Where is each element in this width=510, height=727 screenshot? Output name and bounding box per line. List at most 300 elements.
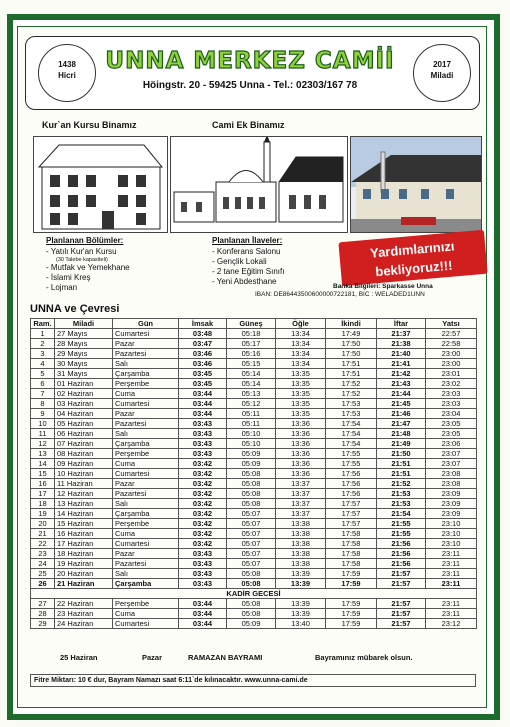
table-cell: 21:45 [377, 399, 426, 409]
table-cell: 21:44 [377, 389, 426, 399]
table-cell: 05:11 [227, 419, 276, 429]
table-cell: 17:58 [326, 529, 377, 539]
table-cell: 13:35 [276, 379, 326, 389]
table-cell: 17:56 [326, 479, 377, 489]
ek-building-drawing [170, 136, 348, 233]
table-cell: Perşembe [113, 519, 179, 529]
table-cell: 21:40 [377, 349, 426, 359]
table-cell: 8 [31, 399, 55, 409]
table-row [31, 599, 477, 609]
table-cell: 03:42 [179, 519, 227, 529]
table-row [31, 499, 477, 509]
table-cell: 17:57 [326, 499, 377, 509]
table-cell: 22 [31, 539, 55, 549]
table-cell: 20 [31, 519, 55, 529]
table-cell: 23:00 [426, 359, 477, 369]
table-cell: 13:36 [276, 419, 326, 429]
table-cell: 17:56 [326, 489, 377, 499]
table-cell: Çarşamba [113, 369, 179, 379]
table-cell: 31 Mayıs [55, 369, 113, 379]
table-row [31, 619, 477, 629]
table-cell: 23:03 [426, 389, 477, 399]
table-cell: 17:56 [326, 469, 377, 479]
table-cell: Pazartesi [113, 489, 179, 499]
table-cell: 03:42 [179, 529, 227, 539]
table-cell: 11 [31, 429, 55, 439]
table-cell: 17:59 [326, 569, 377, 579]
table-row [31, 419, 477, 429]
table-cell: Çarşamba [113, 579, 179, 589]
table-cell: Pazartesi [113, 559, 179, 569]
table-cell: 23:10 [426, 529, 477, 539]
table-cell: 21 [31, 529, 55, 539]
bank-info [255, 283, 485, 299]
bayram-date: 25 Haziran [60, 653, 98, 662]
planned-sections-heading: Planlanan Bölümler: [46, 236, 124, 245]
table-cell: 03:43 [179, 439, 227, 449]
table-row [31, 609, 477, 619]
table-cell: 05:10 [227, 439, 276, 449]
table-cell: 13:37 [276, 509, 326, 519]
table-cell: 23:11 [426, 609, 477, 619]
column-header: Yatsı [426, 319, 477, 329]
page-title: UNNA MERKEZ CAMİİ [105, 48, 395, 74]
table-cell: 17:54 [326, 419, 377, 429]
table-cell: 14 Haziran [55, 509, 113, 519]
table-row [31, 559, 477, 569]
table-cell: 03:43 [179, 559, 227, 569]
table-row [31, 429, 477, 439]
table-cell: 17:57 [326, 519, 377, 529]
table-cell: 21:51 [377, 469, 426, 479]
table-cell: 21:55 [377, 529, 426, 539]
table-cell: 05:07 [227, 549, 276, 559]
table-cell: Cumartesi [113, 539, 179, 549]
table-row [31, 359, 477, 369]
table-row [31, 479, 477, 489]
table-row [31, 459, 477, 469]
section-title: UNNA ve Çevresi [30, 303, 120, 315]
planned-section-item: - İslami Kreş [46, 273, 91, 282]
table-cell: 05:07 [227, 539, 276, 549]
table-cell: 17:54 [326, 439, 377, 449]
table-cell: 21:43 [377, 379, 426, 389]
table-cell: 15 [31, 469, 55, 479]
planned-addition-item: - Yeni Abdesthane [212, 277, 277, 286]
table-cell: 25 [31, 569, 55, 579]
table-cell: 03:43 [179, 449, 227, 459]
planned-sections [46, 236, 130, 293]
planned-addition-item: - Konferans Salonu [212, 247, 281, 256]
table-cell: 17:49 [326, 329, 377, 339]
table-row [31, 539, 477, 549]
table-cell: 13:38 [276, 549, 326, 559]
table-cell: 03:42 [179, 499, 227, 509]
table-cell: 17 Haziran [55, 539, 113, 549]
table-cell: 2 [31, 339, 55, 349]
table-cell: 23:01 [426, 369, 477, 379]
table-cell: 23:11 [426, 579, 477, 589]
table-cell: 21:41 [377, 359, 426, 369]
table-row [31, 549, 477, 559]
table-row [31, 509, 477, 519]
table-cell: 05:16 [227, 349, 276, 359]
planned-section-item: - Yatılı Kur'an Kursu [46, 247, 117, 256]
table-cell: 13 [31, 449, 55, 459]
table-cell: 05:07 [227, 529, 276, 539]
table-cell: 05:08 [227, 569, 276, 579]
table-cell: 05:08 [227, 489, 276, 499]
table-cell: 03:42 [179, 479, 227, 489]
bayram-row [30, 652, 476, 664]
table-row [31, 449, 477, 459]
table-cell: 03:43 [179, 579, 227, 589]
table-row [31, 579, 477, 589]
table-cell: 05:08 [227, 599, 276, 609]
table-cell: 29 [31, 619, 55, 629]
table-cell: 13:37 [276, 489, 326, 499]
table-cell: 6 [31, 379, 55, 389]
table-cell: 17:50 [326, 339, 377, 349]
table-cell: Çarşamba [113, 509, 179, 519]
table-cell: 16 Haziran [55, 529, 113, 539]
table-cell: 03:45 [179, 369, 227, 379]
table-cell: 13:35 [276, 409, 326, 419]
kurs-building-drawing [33, 136, 168, 233]
table-cell: 12 Haziran [55, 489, 113, 499]
column-header: Gün [113, 319, 179, 329]
table-cell: 13:36 [276, 439, 326, 449]
table-cell: 22 Haziran [55, 599, 113, 609]
table-cell: Cuma [113, 529, 179, 539]
hicri-year: 1438 [58, 60, 76, 69]
table-cell: 13:38 [276, 559, 326, 569]
table-cell: 05:12 [227, 399, 276, 409]
table-cell: Cuma [113, 459, 179, 469]
table-cell: 17:57 [326, 509, 377, 519]
table-cell: 17:59 [326, 579, 377, 589]
table-cell: 05:07 [227, 519, 276, 529]
table-cell: 05:09 [227, 619, 276, 629]
capacity-note: (30 Talebe kapasiteli) [56, 257, 108, 263]
table-cell: 21:37 [377, 329, 426, 339]
table-cell: 05:11 [227, 409, 276, 419]
table-cell: Salı [113, 429, 179, 439]
table-row [31, 379, 477, 389]
table-cell: 10 [31, 419, 55, 429]
table-cell: 05:09 [227, 459, 276, 469]
table-cell: 21:42 [377, 369, 426, 379]
table-row [31, 329, 477, 339]
table-cell: 30 Mayıs [55, 359, 113, 369]
miladi-year: 2017 [433, 60, 451, 69]
table-cell: 16 [31, 479, 55, 489]
table-cell: 13:36 [276, 429, 326, 439]
table-cell: 21:53 [377, 499, 426, 509]
table-cell: 13:35 [276, 399, 326, 409]
table-cell: 17:58 [326, 549, 377, 559]
table-cell: 21:57 [377, 619, 426, 629]
table-cell: 23:11 [426, 549, 477, 559]
table-cell: 19 Haziran [55, 559, 113, 569]
table-cell: 24 [31, 559, 55, 569]
address: Höingstr. 20 - 59425 Unna - Tel.: 02303/167 78 [142, 80, 358, 91]
table-row [31, 439, 477, 449]
table-cell: Perşembe [113, 599, 179, 609]
table-cell: Pazar [113, 409, 179, 419]
miladi-label: Miladi [430, 71, 454, 80]
table-cell: 03:42 [179, 539, 227, 549]
table-cell: 17:59 [326, 599, 377, 609]
table-cell: 17 [31, 489, 55, 499]
planned-addition-item: - 2 tane Eğitim Sınıfı [212, 267, 285, 276]
table-cell: 17:52 [326, 379, 377, 389]
table-cell: 21:55 [377, 519, 426, 529]
table-cell: 17:51 [326, 359, 377, 369]
table-cell: 10 Haziran [55, 469, 113, 479]
ek-building-label: Cami Ek Binamız [212, 120, 285, 130]
column-header: Ram. [31, 319, 55, 329]
planned-additions-heading: Planlanan İlaveler: [212, 236, 283, 245]
table-cell: 21:49 [377, 439, 426, 449]
table-cell: 21:56 [377, 549, 426, 559]
table-cell: 05:09 [227, 449, 276, 459]
table-cell: Salı [113, 569, 179, 579]
table-cell: Çarşamba [113, 439, 179, 449]
table-cell: 05:08 [227, 469, 276, 479]
planned-section-item: - Lojman [46, 283, 78, 292]
table-cell: 03:44 [179, 399, 227, 409]
table-cell: 21:52 [377, 479, 426, 489]
table-cell: 5 [31, 369, 55, 379]
table-cell: 23:07 [426, 459, 477, 469]
table-cell: Cuma [113, 389, 179, 399]
table-cell: 17:58 [326, 559, 377, 569]
table-cell: 23:10 [426, 519, 477, 529]
table-cell: 21:50 [377, 449, 426, 459]
table-cell: 23:11 [426, 599, 477, 609]
table-cell: 20 Haziran [55, 569, 113, 579]
table-cell: 29 Mayıs [55, 349, 113, 359]
table-cell: 17:52 [326, 389, 377, 399]
table-row [31, 389, 477, 399]
bank-iban: IBAN: DE86443500600000722181, BIC : WELADED1UNN [255, 291, 425, 298]
table-cell: 21:53 [377, 489, 426, 499]
table-cell: 17:59 [326, 619, 377, 629]
table-cell: 23:10 [426, 539, 477, 549]
table-cell: 1 [31, 329, 55, 339]
table-cell: 21:38 [377, 339, 426, 349]
bank-title: Banka Bilgileri: Sparkasse Unna [333, 283, 433, 290]
table-cell: Pazartesi [113, 349, 179, 359]
table-cell: 11 Haziran [55, 479, 113, 489]
table-cell: 21:56 [377, 559, 426, 569]
table-cell: 13:35 [276, 389, 326, 399]
table-cell: 21:47 [377, 419, 426, 429]
table-cell: 03:44 [179, 599, 227, 609]
table-cell: 05:15 [227, 359, 276, 369]
table-cell: 23:09 [426, 489, 477, 499]
appeal-line2: bekliyoruz!!! [374, 257, 454, 280]
table-cell: 17:55 [326, 459, 377, 469]
table-cell: 03:42 [179, 469, 227, 479]
table-cell: 23:07 [426, 449, 477, 459]
table-row [31, 569, 477, 579]
table-cell: 05:08 [227, 579, 276, 589]
hicri-badge [38, 44, 96, 102]
table-cell: 23:03 [426, 399, 477, 409]
table-cell: 3 [31, 349, 55, 359]
table-cell: 13:34 [276, 349, 326, 359]
table-cell: 21:54 [377, 509, 426, 519]
table-cell: 13:34 [276, 359, 326, 369]
table-cell: 17:55 [326, 449, 377, 459]
table-cell: 17:59 [326, 609, 377, 619]
table-cell: Perşembe [113, 449, 179, 459]
table-cell: 4 [31, 359, 55, 369]
kadir-label: KADİR GECESİ [31, 589, 477, 599]
table-cell: Cumartesi [113, 469, 179, 479]
table-cell: 03:43 [179, 429, 227, 439]
table-cell: 03:42 [179, 489, 227, 499]
table-cell: 17:53 [326, 399, 377, 409]
table-cell: 23:11 [426, 559, 477, 569]
table-cell: 05:08 [227, 499, 276, 509]
table-cell: 15 Haziran [55, 519, 113, 529]
table-cell: 13:36 [276, 449, 326, 459]
table-cell: 14 [31, 459, 55, 469]
table-cell: 05 Haziran [55, 419, 113, 429]
table-cell: 05:10 [227, 429, 276, 439]
table-cell: 03:47 [179, 339, 227, 349]
table-cell: 03 Haziran [55, 399, 113, 409]
table-cell: 03:43 [179, 419, 227, 429]
table-cell: 21:57 [377, 569, 426, 579]
table-cell: Pazartesi [113, 419, 179, 429]
appeal-line1: Yardımlarınızı [369, 238, 456, 261]
table-cell: Cumartesi [113, 619, 179, 629]
table-cell: 27 Mayıs [55, 329, 113, 339]
table-cell: 23 [31, 549, 55, 559]
table-row [31, 399, 477, 409]
table-row [31, 469, 477, 479]
table-cell: Pazar [113, 339, 179, 349]
table-cell: 27 [31, 599, 55, 609]
table-cell: 05:14 [227, 369, 276, 379]
table-cell: 05:14 [227, 379, 276, 389]
bayram-greeting: Bayramınız mübarek olsun. [315, 653, 413, 662]
table-cell: Cumartesi [113, 399, 179, 409]
kurs-building-label: Kur`an Kursu Binamız [42, 120, 137, 130]
table-cell: 13:34 [276, 339, 326, 349]
column-header: İftar [377, 319, 426, 329]
table-cell: 23:08 [426, 479, 477, 489]
table-cell: 01 Haziran [55, 379, 113, 389]
table-cell: 21:51 [377, 459, 426, 469]
table-row [31, 349, 477, 359]
table-cell: 28 Mayıs [55, 339, 113, 349]
table-cell: 23:04 [426, 409, 477, 419]
table-cell: 28 [31, 609, 55, 619]
table-cell: 03:44 [179, 609, 227, 619]
table-cell: 13:38 [276, 539, 326, 549]
table-cell: 03:48 [179, 329, 227, 339]
table-cell: 21:57 [377, 579, 426, 589]
table-row [31, 409, 477, 419]
table-cell: 13 Haziran [55, 499, 113, 509]
table-cell: Cumartesi [113, 329, 179, 339]
planned-addition-item: - Gençlik Lokali [212, 257, 267, 266]
table-cell: 23:11 [426, 569, 477, 579]
mosque-photo [350, 136, 482, 233]
table-cell: 21:46 [377, 409, 426, 419]
table-cell: Perşembe [113, 379, 179, 389]
table-cell: Pazar [113, 479, 179, 489]
table-cell: Pazar [113, 549, 179, 559]
table-cell: 17:54 [326, 429, 377, 439]
table-cell: 13:39 [276, 609, 326, 619]
footer-note: Fitre Miktarı: 10 € dur, Bayram Namazı saat 6:11`de kılınacaktır. www.unna-cami.de [30, 674, 476, 687]
prayer-times-table [30, 318, 477, 629]
table-cell: 05:08 [227, 609, 276, 619]
table-cell: 05:17 [227, 339, 276, 349]
table-cell: 23:06 [426, 439, 477, 449]
miladi-badge [413, 44, 471, 102]
table-cell: 03:44 [179, 389, 227, 399]
table-cell: 03:43 [179, 569, 227, 579]
table-cell: 24 Haziran [55, 619, 113, 629]
table-cell: 13:36 [276, 459, 326, 469]
table-cell: 7 [31, 389, 55, 399]
table-cell: 13:37 [276, 499, 326, 509]
table-cell: 13:36 [276, 469, 326, 479]
table-cell: 05:13 [227, 389, 276, 399]
table-cell: 12 [31, 439, 55, 449]
table-cell: 23:05 [426, 429, 477, 439]
planned-section-item: - Mutfak ve Yemekhane [46, 263, 130, 272]
planned-additions [212, 236, 284, 287]
table-cell: 21:57 [377, 609, 426, 619]
table-cell: 22:58 [426, 339, 477, 349]
table-cell: 17:50 [326, 349, 377, 359]
column-header: Öğle [276, 319, 326, 329]
table-cell: 03:42 [179, 459, 227, 469]
table-cell: 23:05 [426, 419, 477, 429]
table-cell: 13:34 [276, 329, 326, 339]
table-cell: Salı [113, 499, 179, 509]
table-cell: 03:46 [179, 359, 227, 369]
table-cell: 21:48 [377, 429, 426, 439]
table-row [31, 369, 477, 379]
bayram-day: Pazar [142, 653, 163, 662]
table-cell: 23:09 [426, 509, 477, 519]
table-cell: 13:38 [276, 519, 326, 529]
table-cell: 21:56 [377, 539, 426, 549]
table-cell: 05:18 [227, 329, 276, 339]
table-cell: 18 [31, 499, 55, 509]
table-cell: 09 Haziran [55, 459, 113, 469]
table-cell: 04 Haziran [55, 409, 113, 419]
bayram-name: RAMAZAN BAYRAMI [188, 653, 263, 662]
table-cell: 03:45 [179, 379, 227, 389]
table-cell: 17:53 [326, 409, 377, 419]
table-cell: 07 Haziran [55, 439, 113, 449]
table-cell: 02 Haziran [55, 389, 113, 399]
kadir-row [31, 589, 477, 599]
table-cell: 13:40 [276, 619, 326, 629]
table-cell: 23:09 [426, 499, 477, 509]
table-cell: 05:07 [227, 559, 276, 569]
